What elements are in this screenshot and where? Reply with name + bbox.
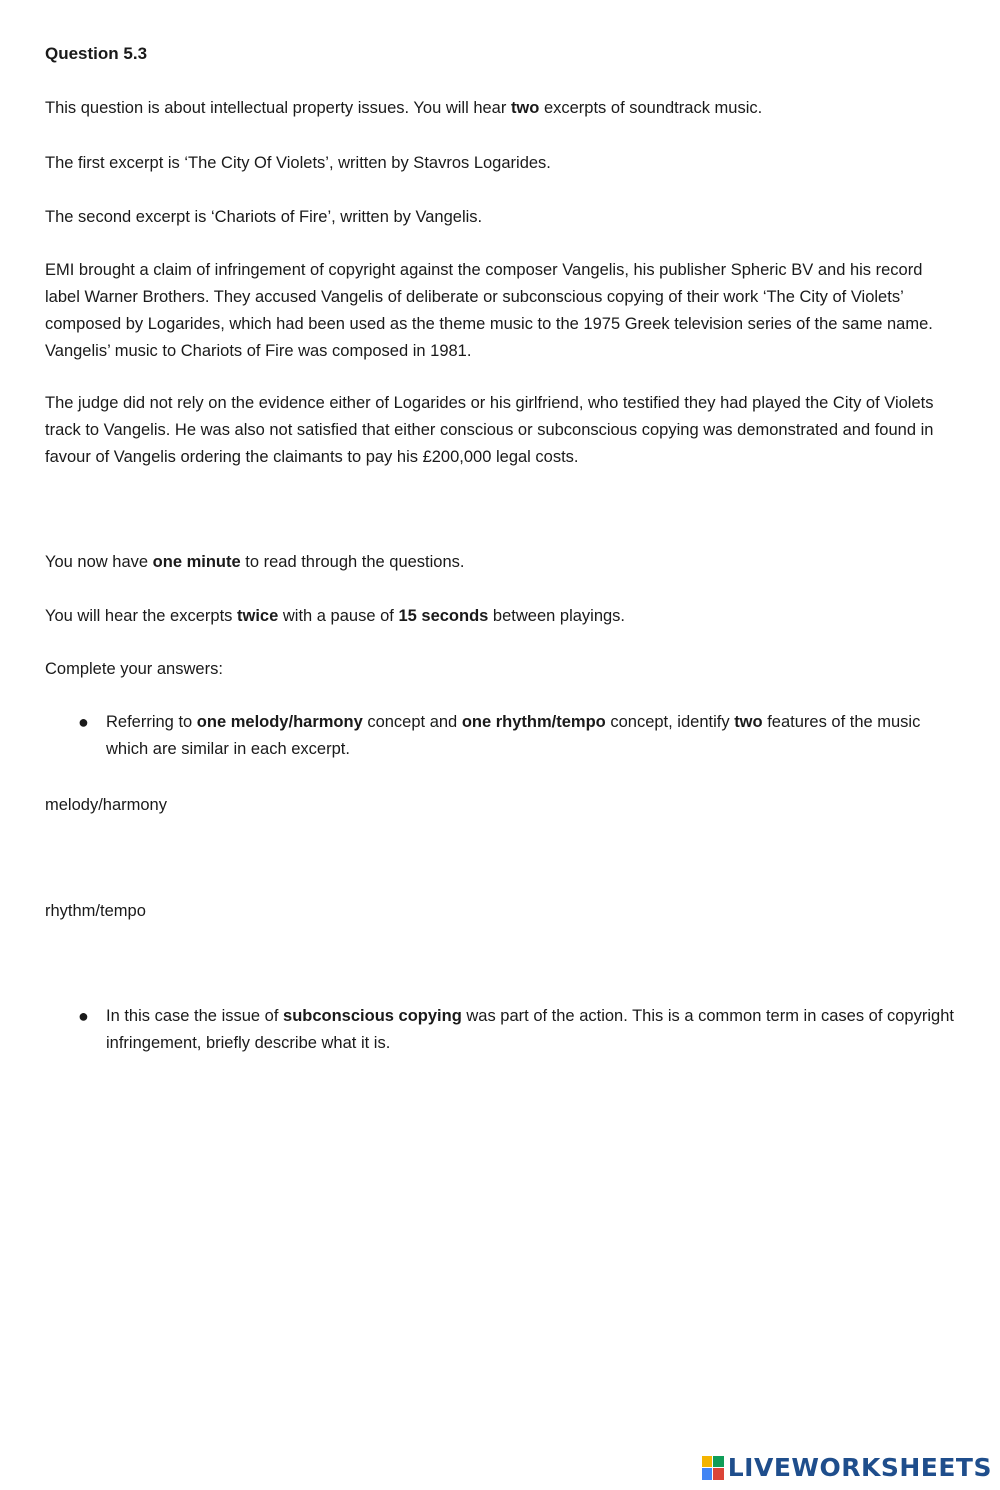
hear-text-mid: with a pause of — [278, 607, 399, 625]
judge-paragraph: The judge did not rely on the evidence either of Logarides or his girlfriend, who testified they had played the City of Violets track to Vangelis. He was also not satisfied that either conscious or subconscious copying was demonstrated and found in favour of Vangelis ordering the claimants to pay his £200,000 legal costs. — [45, 394, 934, 466]
read-time-text: You now have — [45, 553, 153, 571]
bullet-question-two — [78, 1003, 958, 1063]
intro-paragraph — [45, 95, 960, 122]
b1-text-4: features of the music which are similar in each excerpt. — [106, 713, 921, 758]
liveworksheets-logo-icon — [702, 1456, 724, 1480]
read-time-instruction — [45, 549, 960, 576]
question-title: Question 5.3 — [45, 44, 148, 63]
intro-text-end: excerpts of soundtrack music. — [539, 99, 763, 117]
liveworksheets-logo — [702, 1453, 992, 1482]
b1-text-1: Referring to — [106, 713, 197, 731]
complete-instruction: Complete your answers: — [45, 660, 223, 678]
logo-square-3 — [702, 1468, 713, 1480]
b2-text-2: was part of the action. This is a common term in cases of copyright infringement, briefly describe what it is. — [106, 1007, 954, 1052]
logo-text: LIVEWORKSHEETS — [727, 1453, 992, 1482]
hear-bold-seconds: 15 seconds — [398, 607, 489, 625]
b1-text-2: concept and — [362, 713, 462, 731]
b1-bold-1: one melody/harmony — [196, 713, 363, 731]
logo-square-4 — [713, 1468, 724, 1480]
hear-bold-twice: twice — [237, 607, 279, 625]
intro-bold: two — [510, 99, 540, 117]
excerpt-two-text: The second excerpt is ‘Chariots of Fire’, written by Vangelis. — [45, 208, 483, 226]
b2-text-1: In this case the issue of — [106, 1007, 284, 1025]
bullet-question-one — [78, 709, 958, 769]
logo-square-2 — [713, 1456, 724, 1468]
bullet-icon: ● — [78, 1006, 89, 1026]
logo-square-1 — [702, 1456, 713, 1468]
label-melody-harmony: melody/harmony — [45, 796, 167, 814]
bullet-one-text — [106, 709, 956, 763]
hear-twice-instruction — [45, 603, 960, 630]
bullet-icon: ● — [78, 712, 89, 732]
excerpt-one-text: The first excerpt is ‘The City Of Violets’, written by Stavros Logarides. — [45, 154, 551, 172]
label-rhythm-tempo: rhythm/tempo — [45, 902, 146, 920]
bullet-two-text — [106, 1003, 956, 1057]
intro-text: This question is about intellectual property issues. You will hear — [45, 99, 511, 117]
b2-bold-1: subconscious copying — [283, 1007, 462, 1025]
read-time-text-end: to read through the questions. — [240, 553, 465, 571]
hear-text-end: between playings. — [488, 607, 626, 625]
emi-claim-paragraph: EMI brought a claim of infringement of copyright against the composer Vangelis, his publisher Spheric BV and his record label Warner Brothers. They accused Vangelis of deliberate or subconscious copying of their work ‘The City of Violets’ composed by Logarides, which had been used as the theme music to the 1975 Greek television series of the same name. Vangelis’ music to Chariots of Fire was composed in 1981. — [45, 261, 933, 360]
b1-bold-3: two — [734, 713, 763, 731]
b1-text-3: concept, identify — [605, 713, 735, 731]
hear-text: You will hear the excerpts — [45, 607, 237, 625]
b1-bold-2: one rhythm/tempo — [461, 713, 606, 731]
read-time-bold: one minute — [152, 553, 241, 571]
